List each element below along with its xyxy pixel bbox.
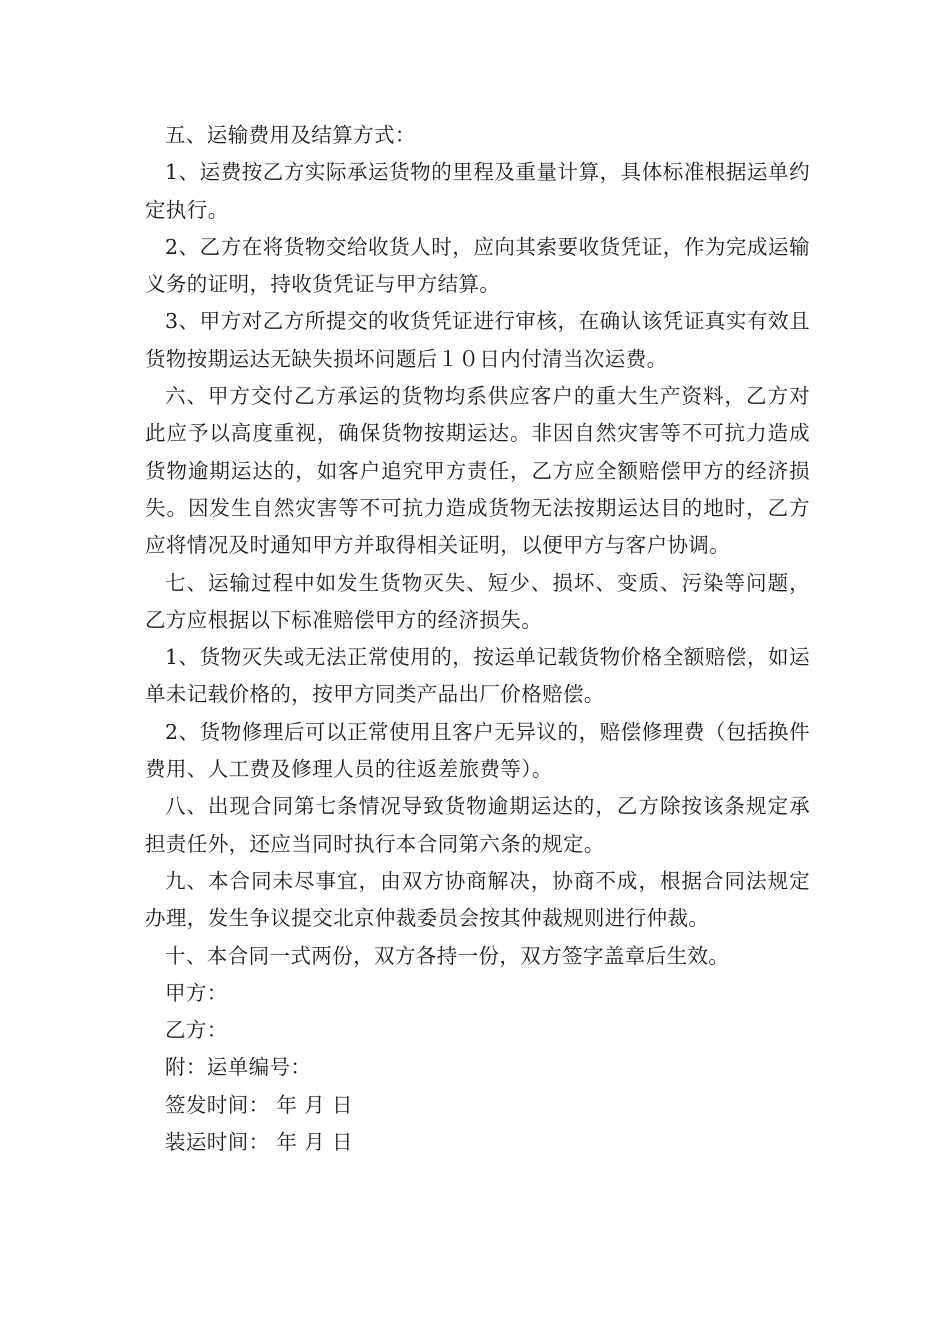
clause-7-2: 2、货物修理后可以正常使用且客户无异议的，赔偿修理费（包括换件费用、人工费及修理人员的往返差旅费等）。 [145, 719, 810, 782]
section-ten: 十、本合同一式两份，双方各持一份，双方签字盖章后生效。 [165, 943, 730, 968]
party-a-signature: 甲方： [165, 980, 228, 1005]
ship-date: 装运时间： 年 月 日 [165, 1130, 353, 1155]
clause-7-1: 1、货物灭失或无法正常使用的，按运单记载货物价格全额赔偿，如运单未记载价格的，按甲方同类产品出厂价格赔偿。 [145, 645, 810, 707]
section-eight: 八、出现合同第七条情况导致货物逾期运达的，乙方除按该条规定承担责任外，还应当同时执行本合同第六条的规定。 [145, 794, 810, 856]
section-six: 六、甲方交付乙方承运的货物均系供应客户的重大生产资料，乙方对此应予以高度重视，确保货物按期运达。非因自然灾害等不可抗力造成货物逾期运达的，如客户追究甲方责任，乙方应全额赔偿甲方的经济损失。因发生自然灾害等不可抗力造成货物无法按期运达目的地时，乙方应将情况及时通知甲方并取得相关证明，以便甲方与客户协调。 [145, 384, 810, 558]
clause-5-1: 1、运费按乙方实际承运货物的里程及重量计算，具体标准根据运单约定执行。 [145, 160, 810, 222]
issue-date: 签发时间： 年 月 日 [165, 1092, 353, 1117]
party-b-signature: 乙方： [165, 1018, 228, 1043]
section-nine: 九、本合同未尽事宜，由双方协商解决，协商不成，根据合同法规定办理，发生争议提交北京仲裁委员会按其仲裁规则进行仲裁。 [145, 868, 810, 931]
clause-5-3: 3、甲方对乙方所提交的收货凭证进行审核，在确认该凭证真实有效且货物按期运达无缺失损坏问题后１０日内付清当次运费。 [145, 309, 810, 371]
clause-5-2: 2、乙方在将货物交给收货人时，应向其索要收货凭证，作为完成运输义务的证明，持收货凭证与甲方结算。 [145, 234, 810, 297]
waybill-number: 附：运单编号： [165, 1055, 312, 1080]
section-seven: 七、运输过程中如发生货物灭失、短少、损坏、变质、污染等问题，乙方应根据以下标准赔偿甲方的经济损失。 [145, 570, 810, 632]
section-five-heading: 五、运输费用及结算方式： [165, 123, 416, 147]
contract-body [145, 117, 810, 1161]
